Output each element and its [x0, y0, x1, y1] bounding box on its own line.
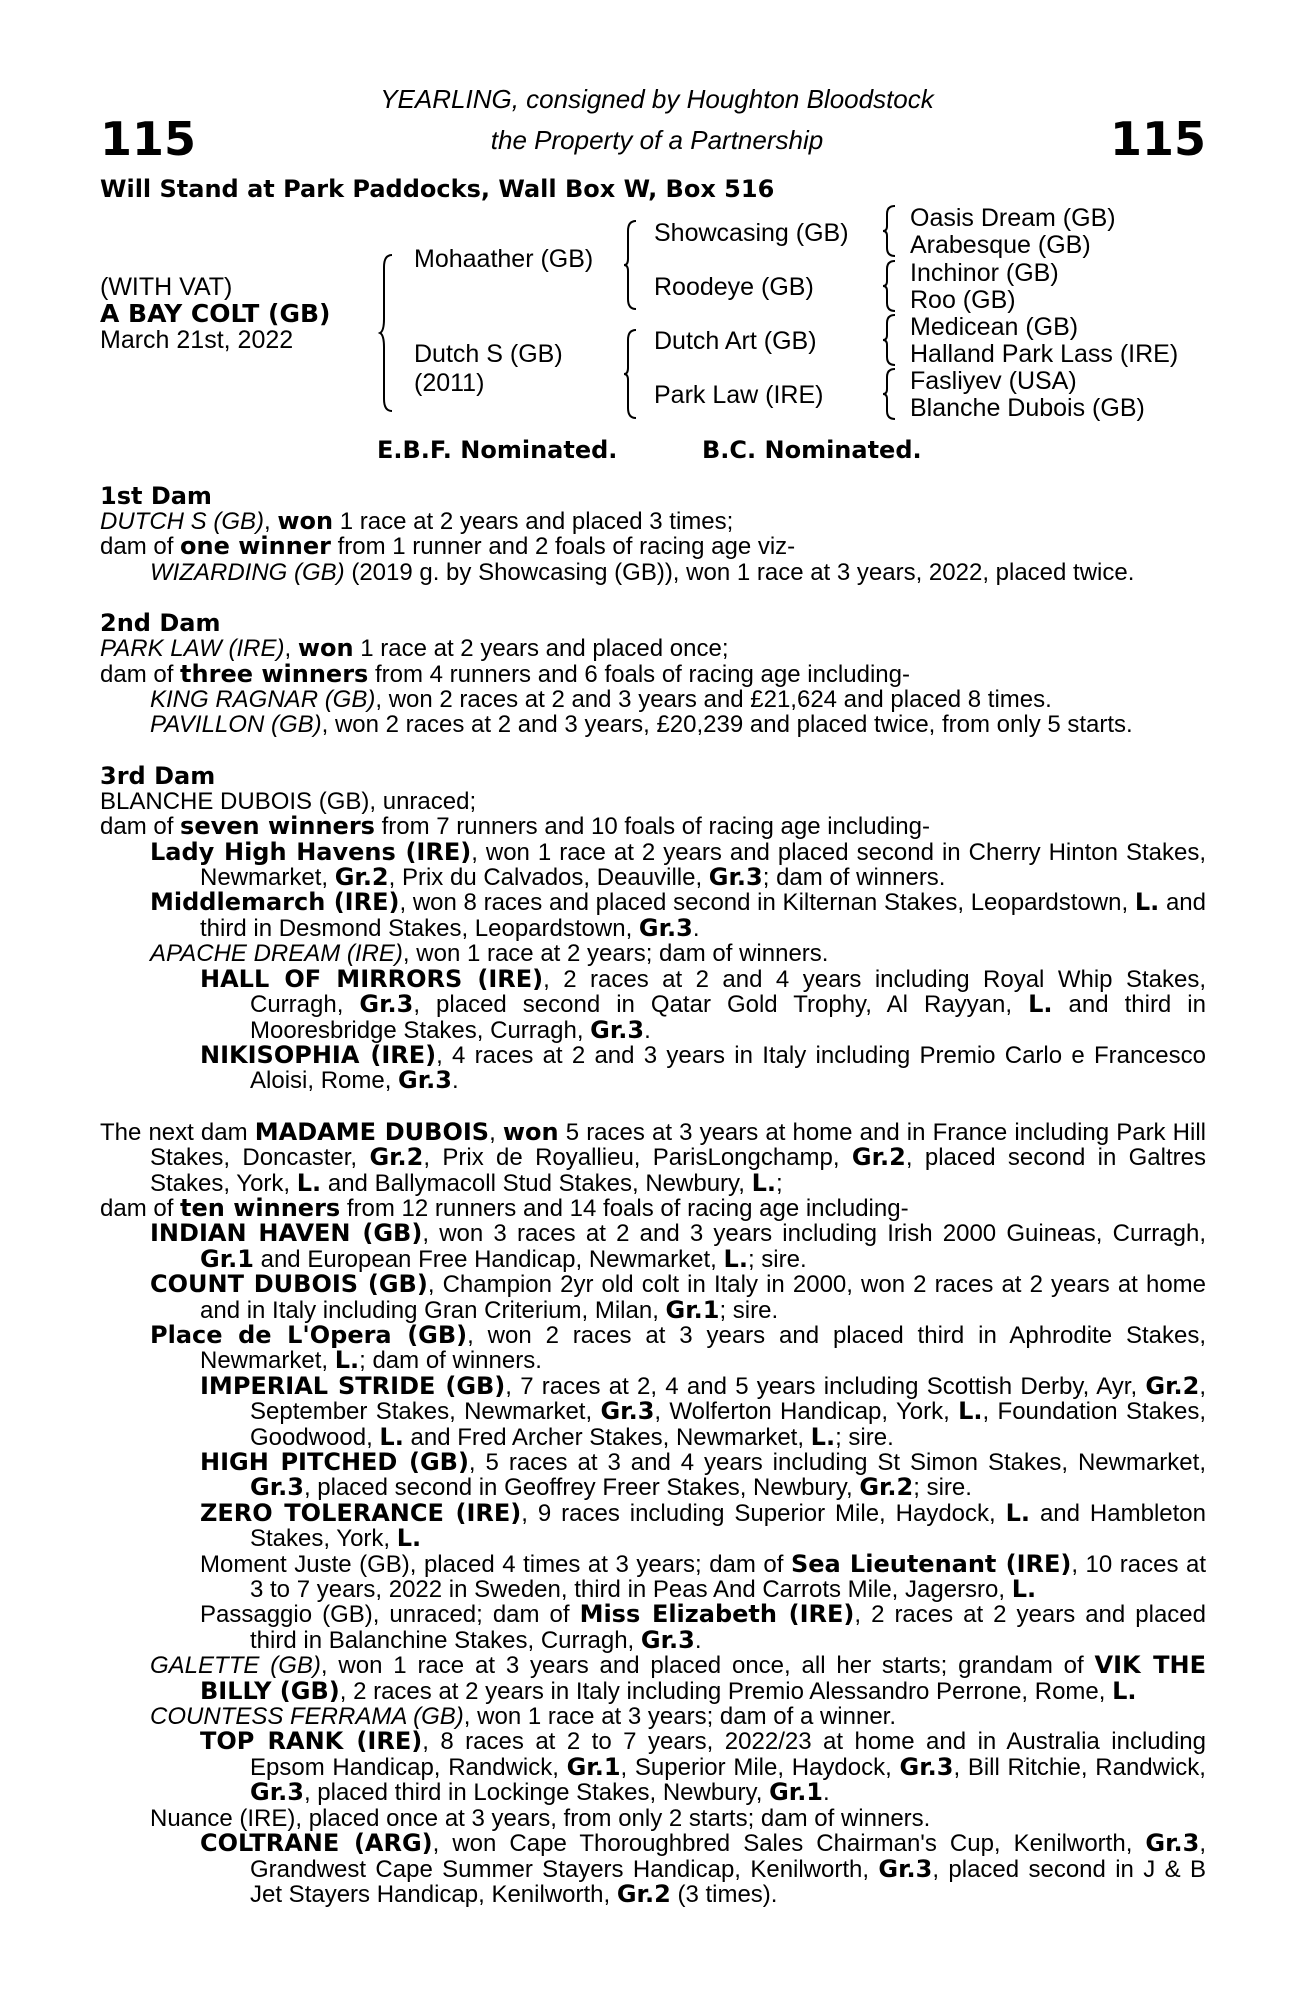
second-dam-produce: dam of three winners from 4 runners and 6 foals of racing age including-: [100, 659, 910, 688]
dam-dam: Park Law (IRE): [654, 381, 824, 409]
produce-entry: TOP RANK (IRE), 8 races at 2 to 7 years, 2022/23 at home and in Australia including Epsom Handicap, Randwick, Gr.1, Superior Mile, Haydock, Gr.3, Bill Ritchie, Randwick, Gr.3, placed third in Lockinge Stakes, Newbury, Gr.1.: [200, 1727, 1206, 1807]
pedigree-bracket-main: [380, 253, 394, 413]
produce-entry: ZERO TOLERANCE (IRE), 9 races including Superior Mile, Haydock, L. and Hambleton Stakes, York, L.: [200, 1498, 1206, 1553]
pedigree-bracket-ss: [883, 204, 897, 258]
produce-entry: Moment Juste (GB), placed 4 times at 3 years; dam of Sea Lieutenant (IRE), 10 races at 3 to 7 years, 2022 in Sweden, third in Peas And Carrots Mile, Jagersro, L.: [200, 1549, 1206, 1604]
ancestor-ssd: Arabesque (GB): [910, 231, 1091, 259]
dam-year: (2011): [414, 369, 485, 397]
next-dam-line: The next dam MADAME DUBOIS, won 5 races at 3 years at home and in France including Park Hill Stakes, Doncaster, Gr.2, Prix de Royallieu, ParisLongchamp, Gr.2, placed second in Galtres Stakes, York, L. and Ballymacoll Stud Stakes, Newbury, L.;: [100, 1117, 1206, 1197]
stand-location: Will Stand at Park Paddocks, Wall Box W, Box 516: [100, 175, 775, 203]
first-dam-line: DUTCH S (GB), won 1 race at 2 years and placed 3 times;: [100, 507, 734, 535]
produce-entry: KING RAGNAR (GB), won 2 races at 2 and 3 years and £21,624 and placed 8 times.: [150, 686, 1052, 714]
catalogue-body: [100, 484, 1206, 1907]
second-dam-heading: 2nd Dam: [100, 609, 221, 638]
produce-entry: Place de L'Opera (GB), won 2 races at 3 years and placed third in Aphrodite Stakes, Newmarket, L.; dam of winners.: [150, 1320, 1206, 1375]
ancestor-dss: Medicean (GB): [910, 313, 1079, 341]
sire-dam: Roodeye (GB): [654, 273, 814, 301]
produce-entry: Lady High Havens (IRE), won 1 race at 2 years and placed second in Cherry Hinton Stakes, Newmarket, Gr.2, Prix du Calvados, Deauville, Gr.3; dam of winners.: [150, 837, 1206, 892]
produce-entry: COLTRANE (ARG), won Cape Thoroughbred Sales Chairman's Cup, Kenilworth, Gr.3, Grandwest Cape Summer Stayers Handicap, Kenilworth, Gr.3, placed second in J & B Jet Stayers Handicap, Kenilworth, Gr.2 (3 times).: [200, 1829, 1206, 1908]
foaling-date: March 21st, 2022: [100, 326, 294, 354]
produce-entry: Passaggio (GB), unraced; dam of Miss Elizabeth (IRE), 2 races at 2 years and placed third in Balanchine Stakes, Curragh, Gr.3.: [200, 1600, 1206, 1654]
produce-entry: HALL OF MIRRORS (IRE), 2 races at 2 and 4 years including Royal Whip Stakes, Curragh, Gr.3, placed second in Qatar Gold Trophy, Al Rayyan, L. and third in Mooresbridge Stakes, Curragh, Gr.3.: [200, 964, 1207, 1044]
ancestor-sds: Inchinor (GB): [910, 259, 1059, 287]
produce-entry: WIZARDING (GB) (2019 g. by Showcasing (GB)), won 1 race at 3 years, 2022, placed twice.: [150, 558, 1135, 586]
third-dam-line: BLANCHE DUBOIS (GB), unraced;: [100, 787, 477, 815]
ancestor-sdd: Roo (GB): [910, 286, 1016, 314]
produce-entry: IMPERIAL STRIDE (GB), 7 races at 2, 4 and 5 years including Scottish Derby, Ayr, Gr.2, September Stakes, Newmarket, Gr.3, Wolferton Handicap, York, L., Foundation Stakes, Goodwood, L. and Fred Archer Stakes, Newmarket, L.; sire.: [200, 1371, 1207, 1451]
produce-entry: PAVILLON (GB), won 2 races at 2 and 3 years, £20,239 and placed twice, from only 5 starts.: [150, 711, 1133, 739]
sire-sire: Showcasing (GB): [654, 219, 849, 247]
produce-entry: NIKISOPHIA (IRE), 4 races at 2 and 3 years in Italy including Premio Carlo e Francesco Aloisi, Rome, Gr.3.: [200, 1040, 1207, 1095]
property-line: the Property of a Partnership: [490, 125, 824, 155]
ebf-nominated: E.B.F. Nominated.: [377, 436, 618, 464]
next-dam-produce: dam of ten winners from 12 runners and 14 foals of racing age including-: [100, 1193, 909, 1222]
ancestor-dsd: Halland Park Lass (IRE): [910, 340, 1179, 368]
horse-name: A BAY COLT (GB): [100, 299, 331, 328]
produce-entry: Nuance (IRE), placed once at 3 years, from only 2 starts; dam of winners.: [150, 1804, 931, 1832]
vat-label: (WITH VAT): [100, 273, 233, 301]
consignor-line: YEARLING, consigned by Houghton Bloodstock: [380, 84, 934, 114]
third-dam-heading: 3rd Dam: [100, 761, 216, 790]
pedigree-bracket-sire: [624, 219, 638, 311]
sire-name: Mohaather (GB): [414, 245, 594, 273]
third-dam-produce: dam of seven winners from 7 runners and 10 foals of racing age including-: [100, 812, 930, 841]
lot-number-right: 115: [1109, 112, 1206, 166]
dam-name: Dutch S (GB): [414, 340, 563, 368]
produce-entry: Middlemarch (IRE), won 8 races and placed second in Kilternan Stakes, Leopardstown, L. and third in Desmond Stakes, Leopardstown, Gr.3.: [150, 888, 1207, 942]
pedigree-bracket-sd: [883, 259, 897, 313]
ancestor-sss: Oasis Dream (GB): [910, 204, 1116, 232]
produce-entry: INDIAN HAVEN (GB), won 3 races at 2 and 3 years including Irish 2000 Guineas, Curragh, Gr.1 and European Free Handicap, Newmarket, L.; sire.: [150, 1219, 1206, 1273]
produce-entry: GALETTE (GB), won 1 race at 3 years and placed once, all her starts; grandam of VIK THE BILLY (GB), 2 races at 2 years in Italy including Premio Alessandro Perrone, Rome, L.: [150, 1651, 1207, 1705]
ancestor-dds: Fasliyev (USA): [910, 367, 1077, 395]
bc-nominated: B.C. Nominated.: [702, 436, 922, 464]
pedigree-bracket-dd: [883, 367, 897, 421]
pedigree-bracket-ds: [883, 313, 897, 367]
pedigree-bracket-dam: [624, 328, 638, 420]
first-dam-heading: 1st Dam: [100, 482, 212, 510]
lot-number-left: 115: [100, 112, 197, 166]
produce-entry: COUNT DUBOIS (GB), Champion 2yr old colt in Italy in 2000, won 2 races at 2 years at home and in Italy including Gran Criterium, Milan, Gr.1; sire.: [150, 1270, 1206, 1324]
produce-entry: HIGH PITCHED (GB), 5 races at 3 and 4 years including St Simon Stakes, Newmarket, Gr.3, placed second in Geoffrey Freer Stakes, Newbury, Gr.2; sire.: [200, 1448, 1206, 1502]
produce-entry: COUNTESS FERRAMA (GB), won 1 race at 3 years; dam of a winner.: [150, 1703, 897, 1731]
first-dam-produce: dam of one winner from 1 runner and 2 foals of racing age viz-: [100, 532, 796, 561]
dam-sire: Dutch Art (GB): [654, 327, 817, 355]
ancestor-ddd: Blanche Dubois (GB): [910, 394, 1145, 422]
second-dam-line: PARK LAW (IRE), won 1 race at 2 years and placed once;: [100, 634, 729, 663]
produce-entry: APACHE DREAM (IRE), won 1 race at 2 years; dam of winners.: [150, 940, 829, 968]
